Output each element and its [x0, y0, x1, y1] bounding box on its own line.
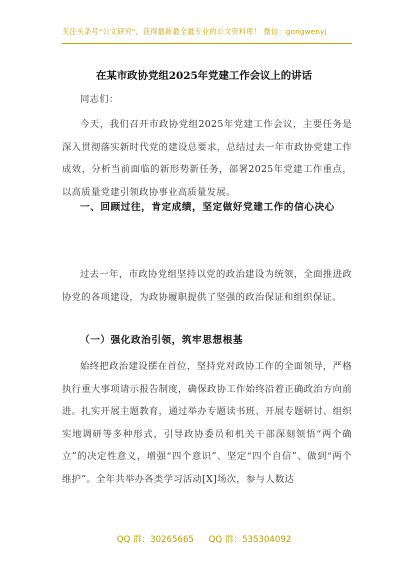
salutation: 同志们：	[80, 94, 119, 105]
footer-qq-group-1: QQ 群：30265665	[116, 535, 194, 545]
footer-contacts	[0, 533, 408, 545]
header-banner: 关注头条号"公文研究"，获得最新最全最专业的公文资料库！ 微信：gongwenyj	[62, 27, 327, 36]
paragraph-review: 过去一年，市政协党组坚持以党的政治建设为统领，全面推进政协党的各项建设，为政协履职提供了坚强的政治保证和组织保证。	[62, 269, 352, 303]
document-title: 在某市政协党组2025年党建工作会议上的讲话	[96, 70, 312, 82]
header-divider	[62, 43, 352, 44]
footer-qq-group-2: QQ 群：535304092	[208, 535, 292, 545]
paragraph-intro: 今天，我们召开市政协党组2025年党建工作会议，主要任务是深入贯彻落实新时代党的建设总要求，总结过去一年市政协党建工作成效，分析当前面临的新形势新任务，部署2025年党建工作重点，以高质量党建引领政协事业高质量发展。	[62, 119, 352, 198]
section-heading-1: 一、回顾过往，肯定成绩，坚定做好党建工作的信心决心	[80, 202, 335, 213]
subsection-heading-1: （一）强化政治引领，筑牢思想根基	[80, 335, 244, 346]
paragraph-political-guidance: 始终把政治建设摆在首位，坚持党对政协工作的全面领导，严格执行重大事项请示报告制度，确保政协工作始终沿着正确政治方向前进。扎实开展主题教育，通过举办专题读书班、开展专题研讨、组织实地调研等多种形式，引导政协委员和机关干部深刻领悟“两个确立”的决定性意义，增强“四个意识”、坚定“四个自信”、做到“两个维护”。全年共举办各类学习活动[X]场次，参与人数达	[62, 361, 352, 485]
